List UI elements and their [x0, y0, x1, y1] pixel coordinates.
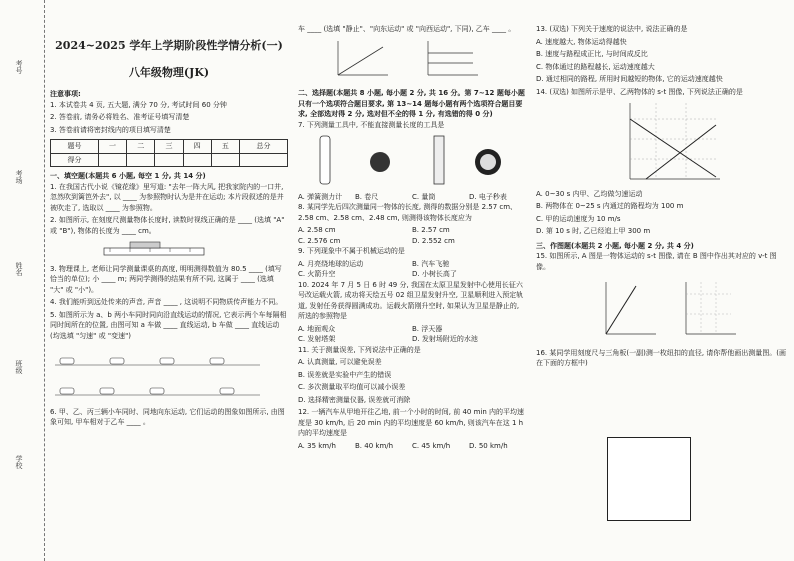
- q7-option[interactable]: A. 弹簧测力计: [298, 192, 343, 201]
- question-5: 5. 如图所示为 a、b 两小车同时同向沿直线运动的情况, 它表示两个车每隔相同时间所在的位置, 由图可知 a 车做 ____ 直线运动, b 车做 ____ 直线运动(均选填 "匀速" 或 "变速"): [50, 310, 287, 340]
- q13-option[interactable]: C. 物体通过的路程越长, 运动速度越大: [536, 62, 655, 71]
- margin-label-room: 考场: [15, 170, 23, 184]
- q8-option[interactable]: B. 2.57 cm: [412, 226, 450, 234]
- q12-option[interactable]: D. 50 km/h: [469, 441, 508, 450]
- q10-option[interactable]: A. 地面观众: [298, 324, 336, 333]
- section-2-heading: 二、选择题(本题共 8 小题, 每小题 2 分, 共 16 分。第 7~12 题每小题只有一个选项符合题目要求, 第 13~14 题每小题有两个选项符合题目要求, 全部选对得 2 分, 选对但不全的得 1 分, 有选错的得 0 分): [298, 89, 525, 118]
- score-header: 题号: [51, 140, 99, 154]
- q9-option[interactable]: B. 汽车飞驰: [412, 259, 450, 268]
- question-14: 14. (双选) 如图所示是甲、乙两物体的 s-t 图像, 下列说法正确的是: [536, 87, 743, 96]
- q14-option[interactable]: A. 0~30 s 内甲、乙均做匀速运动: [536, 189, 643, 198]
- question-1: 1. 在我国古代小说《镜花缘》里写道: "去年一阵大风, 把我家院内的一口井, 忽然吹到篱笆外去", 以 ____ 为参照物时认为是井在运动; 本片段叙述的是井被吹走了, 选取以 ____ 为参照物。: [50, 182, 284, 212]
- q7-option[interactable]: D. 电子秒表: [469, 192, 507, 201]
- section-1-heading: 一、填空题(本题共 6 小题, 每空 1 分, 共 14 分): [50, 172, 206, 180]
- q9-option[interactable]: C. 火箭升空: [298, 270, 336, 278]
- q8-option[interactable]: A. 2.58 cm: [298, 226, 336, 234]
- question-16: 16. 某同学用刻度尺与三角板(一副)测一枚纽扣的直径, 请你帮他画出测量图。(画在下面的方框中): [536, 348, 786, 367]
- q10-option[interactable]: B. 浮天器: [412, 324, 443, 333]
- q7-option[interactable]: C. 量筒: [412, 192, 436, 201]
- score-cell[interactable]: [98, 153, 126, 167]
- column-3: [536, 24, 786, 371]
- q11-option[interactable]: C. 多次测量取平均值可以减小误差: [298, 383, 406, 391]
- q11-option[interactable]: D. 选择精密测量仪器, 误差就可消除: [298, 395, 411, 404]
- binding-margin: [0, 0, 45, 561]
- question-12: 12. 一辆汽车从甲地开往乙地, 前一个小时的时间, 前 40 min 内的平均速度是 30 km/h, 后 20 min 内的平均速度是 60 km/h, 则该汽车在这 1 h 内的平均速度是: [298, 408, 525, 437]
- score-table: [50, 139, 288, 167]
- page-subtitle: 八年级物理(JK): [128, 65, 210, 79]
- score-header: 一: [98, 140, 126, 154]
- score-cell[interactable]: [155, 153, 183, 167]
- score-cell[interactable]: [183, 153, 211, 167]
- question-3: 3. 物理课上, 老师让同学测量课桌的高度, 明明测得数值为 80.5 ____ (填写恰当的单位); 小 ____ m; 两同学测得的结果有所不同, 这属于 ____ (选填 "大" 或 "小")。: [50, 264, 282, 294]
- score-header: 三: [155, 140, 183, 154]
- question-7: 7. 下列测量工具中, 不能直接测量长度的工具是: [298, 120, 445, 129]
- q12-option[interactable]: B. 40 km/h: [355, 441, 394, 450]
- q13-option[interactable]: D. 通过相同的路程, 所用时间越短的物体, 它的运动速度越快: [536, 75, 723, 83]
- q7-option[interactable]: B. 卷尺: [355, 192, 379, 201]
- margin-label-class: 班级: [15, 360, 23, 374]
- page-title: 2024~2025 学年上学期阶段性学情分析(一): [55, 39, 283, 52]
- q12-option[interactable]: A. 35 km/h: [298, 441, 336, 450]
- score-header: 五: [211, 140, 239, 154]
- q7-tools-figure: [298, 132, 518, 188]
- q8-option[interactable]: C. 2.576 cm: [298, 236, 341, 245]
- score-header: 二: [127, 140, 155, 154]
- question-13: 13. (双选) 下列关于速度的说法中, 说法正确的是: [536, 25, 688, 33]
- q12-option[interactable]: C. 45 km/h: [412, 441, 451, 450]
- column-2: [298, 24, 526, 451]
- q9-option[interactable]: A. 月亮绕地球的运动: [298, 259, 364, 268]
- margin-label-exam-no: 考号: [15, 60, 23, 74]
- section-3-heading: 三、作图题(本题共 2 小题, 每小题 2 分, 共 4 分): [536, 241, 694, 250]
- q8-option[interactable]: D. 2.552 cm: [412, 236, 455, 245]
- q11-option[interactable]: A. 认真测量, 可以避免误差: [298, 358, 382, 366]
- question-6: 6. 甲、乙、丙三辆小车同时、同地向东运动, 它们运动的图象如图所示, 由图象可知, 甲车相对于乙车 ____ 。: [50, 407, 285, 426]
- answer-drawing-box[interactable]: [607, 437, 691, 521]
- note-item: 2. 答卷前, 请务必将姓名、准考证号填写清楚: [50, 113, 190, 121]
- q14-option[interactable]: C. 甲的运动速度为 10 m/s: [536, 214, 621, 223]
- q10-option[interactable]: C. 发射塔架: [298, 335, 336, 343]
- question-9: 9. 下列现象中不属于机械运动的是: [298, 247, 405, 255]
- question-8: 8. 某同学先后四次测量同一物体的长度, 测得的数据分别是 2.57 cm、2.58 cm、2.58 cm、2.48 cm, 则测得该物体长度应为: [298, 203, 518, 222]
- margin-label-name: 姓名: [15, 262, 23, 276]
- score-row-label: 得分: [51, 153, 99, 167]
- score-header: 四: [183, 140, 211, 154]
- q14-option[interactable]: D. 第 10 s 时, 乙已经追上甲 300 m: [536, 227, 651, 235]
- question-11: 11. 关于测量误差, 下列说法中正确的是: [298, 345, 421, 354]
- question-6-cont: 车 ____ (选填 "静止"、"向东运动" 或 "向西运动", 下同), 乙车 ____ 。: [298, 25, 516, 33]
- note-item: 3. 答卷前请将密封线内的项目填写清楚: [50, 125, 171, 134]
- q15-graphs: [576, 274, 776, 344]
- column-1: [50, 24, 288, 430]
- q14-st-graph: [616, 99, 726, 185]
- cars-figure: [50, 343, 270, 403]
- question-15: 15. 如图所示, A 图是一物体运动的 s-t 图像, 请在 B 图中作出其对应的 v-t 图像。: [536, 252, 777, 271]
- q13-option[interactable]: B. 速度与路程成正比, 与时间成反比: [536, 50, 648, 58]
- q6-graphs: [298, 37, 498, 81]
- q10-option[interactable]: D. 发射场附近的水池: [412, 335, 478, 343]
- score-header: 总分: [239, 140, 287, 154]
- question-2: 2. 如图所示, 在刻度尺测量物体长度时, 读数时视线正确的是 ____ (选填 "A" 或 "B"), 物体的长度为 ____ cm。: [50, 216, 285, 235]
- score-cell[interactable]: [239, 153, 287, 167]
- q11-option[interactable]: B. 误差就是实验中产生的错误: [298, 370, 392, 379]
- score-cell[interactable]: [211, 153, 239, 167]
- note-item: 1. 本试卷共 4 页, 五大题, 满分 70 分, 考试时间 60 分钟: [50, 100, 227, 109]
- question-4: 4. 我们能听到远处传来的声音, 声音 ____ , 这说明不同物质传声能力不同。: [50, 298, 283, 306]
- question-10: 10. 2024 年 7 月 5 日 6 时 49 分, 我国在太原卫星发射中心使用长征六号改运载火箭, 成功将天绘五号 02 组卫星发射升空, 卫星顺利进入预定轨道, 发射任务获得圆满成功。运载火箭刚升空时, 如果认为卫星是静止的, 所选的参照物是: [298, 280, 524, 320]
- notes-label: 注意事项:: [50, 90, 81, 98]
- ruler-figure: [100, 238, 220, 260]
- margin-label-school: 学校: [15, 455, 23, 469]
- score-cell[interactable]: [127, 153, 155, 167]
- q14-option[interactable]: B. 两物体在 0~25 s 内通过的路程均为 100 m: [536, 202, 684, 210]
- q13-option[interactable]: A. 速度越大, 物体运动得越快: [536, 37, 627, 46]
- q9-option[interactable]: D. 小树长高了: [412, 270, 457, 278]
